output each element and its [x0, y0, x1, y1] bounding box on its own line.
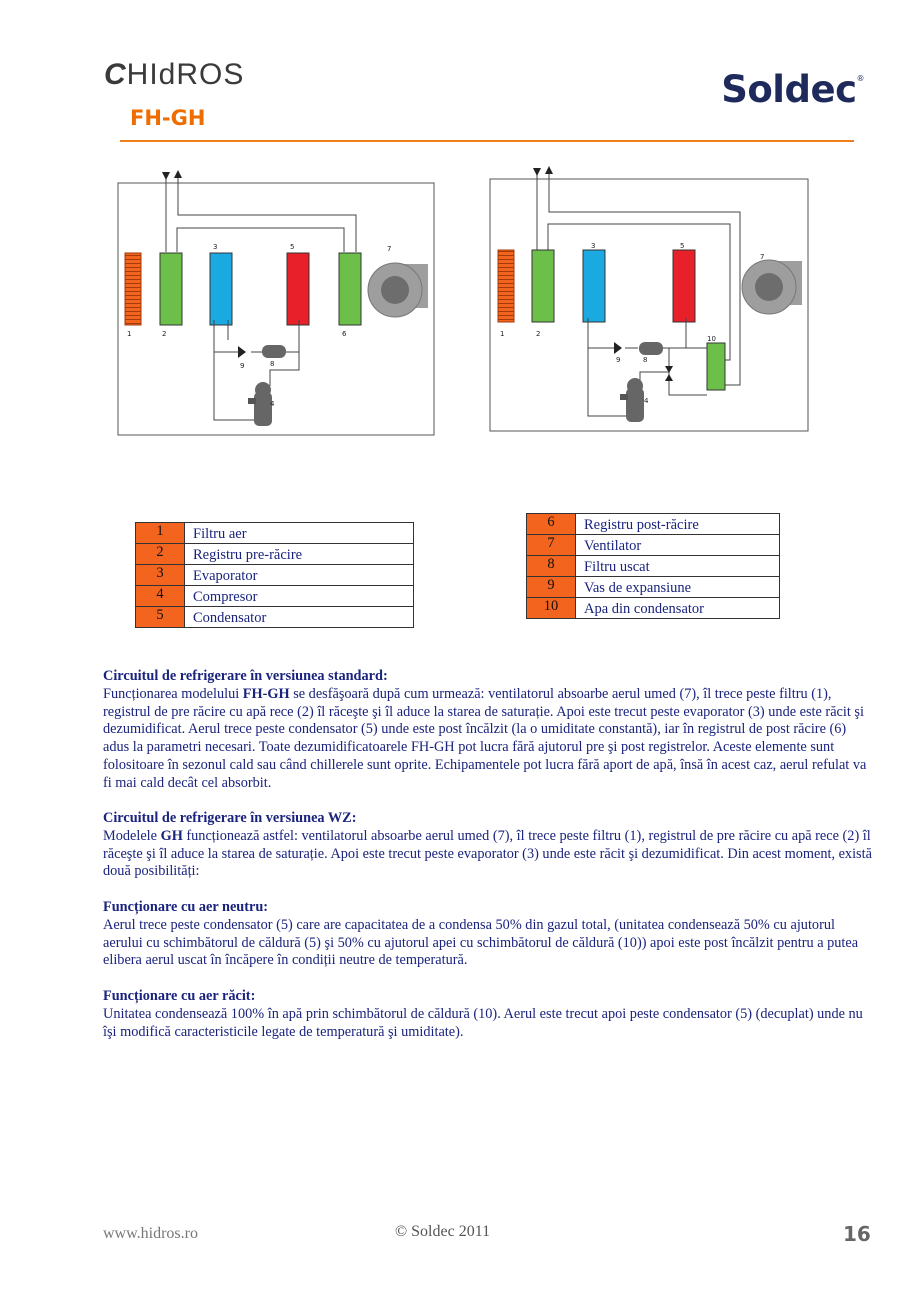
legend-number: 8: [527, 556, 576, 577]
condenser-coil: [287, 253, 309, 325]
precool-coil: [160, 253, 182, 325]
legend-row: [527, 598, 780, 619]
dryer-filter-icon: [262, 345, 286, 358]
legend-label: Compresor: [185, 586, 414, 607]
compressor-icon: [248, 382, 272, 426]
legend-number: 10: [527, 598, 576, 619]
svg-text:1: 1: [500, 330, 505, 338]
legend-label: Vas de expansiune: [576, 577, 780, 598]
svg-text:6: 6: [342, 330, 347, 338]
legend-row: [136, 586, 414, 607]
valve-icon: [614, 342, 622, 354]
valve-icon: [238, 346, 246, 358]
legend-number: 5: [136, 607, 185, 628]
legend-table-right: [526, 513, 780, 619]
soldec-logo: Soldec®: [721, 68, 864, 111]
legend-label: Registru post-răcire: [576, 514, 780, 535]
svg-text:8: 8: [270, 360, 275, 368]
svg-text:5: 5: [680, 242, 685, 250]
legend-row: [136, 607, 414, 628]
section-heading: Funcționare cu aer neutru:: [103, 899, 269, 915]
legend-number: 3: [136, 565, 185, 586]
dryer-filter-icon: [639, 342, 663, 355]
svg-text:8: 8: [643, 356, 648, 364]
section-wz: [103, 810, 875, 881]
legend-label: Apa din condensator: [576, 598, 780, 619]
fan-icon: [742, 260, 802, 314]
refrigeration-diagrams: [0, 0, 920, 480]
legend-row: [527, 577, 780, 598]
svg-text:5: 5: [290, 243, 295, 251]
postcool-coil: [339, 253, 361, 325]
svg-text:2: 2: [162, 330, 167, 338]
svg-text:3: 3: [213, 243, 218, 251]
section-cooled-air: [103, 988, 875, 1041]
evaporator-coil: [583, 250, 605, 322]
hidros-logo-text: HIdROS: [126, 58, 245, 91]
legend-row: [136, 544, 414, 565]
model-title: FH-GH: [130, 106, 206, 130]
legend-row: [527, 535, 780, 556]
svg-text:7: 7: [760, 253, 765, 261]
svg-text:1: 1: [127, 330, 132, 338]
legend-label: Condensator: [185, 607, 414, 628]
filter-coil: [125, 253, 141, 325]
legend-number: 7: [527, 535, 576, 556]
svg-text:7: 7: [387, 245, 392, 253]
diagram-wz: [490, 166, 808, 431]
legend-number: 4: [136, 586, 185, 607]
section-heading: Funcționare cu aer răcit:: [103, 988, 256, 1004]
legend-label: Filtru aer: [185, 523, 414, 544]
legend-label: Registru pre-răcire: [185, 544, 414, 565]
legend-row: [136, 565, 414, 586]
section-heading: Circuitul de refrigerare în versiunea WZ:: [103, 810, 357, 826]
precool-coil: [532, 250, 554, 322]
page-number: 16: [843, 1222, 871, 1246]
section-heading: Circuitul de refrigerare în versiunea standard:: [103, 668, 388, 684]
legend-row: [527, 514, 780, 535]
section-paragraph: Unitatea condensează 100% în apă prin schimbătorul de căldură (10). Aerul este trecut apoi peste condensator (5) (decuplat) unde nu îşi modifică caracteristicile legate de temperatură şi umiditate).: [103, 1005, 863, 1040]
legend-label: Evaporator: [185, 565, 414, 586]
svg-text:2: 2: [536, 330, 541, 338]
section-paragraph: Funcționarea modelului FH-GH se desfăşoară după cum urmează: ventilatorul absoarbe aerul umed (7), îl trece peste filtru (1), registrul de pre răcire cu apă rece (2) îl răceşte şi îl aduce la starea de saturație. Apoi este trecut peste evaporator (3) unde este răcit şi dezumidificat. Aerul trece peste condensator (5) unde este post încălzit (la o umiditate constantă), iar în registrul de post răcire (6) adus la parametri necesari. Toate dezumidificatoarele FH-GH pot lucra fără ajutorul pre şi post registrelor. Aceste elemente sunt folositoare în sezonul cald sau când chillerele sunt oprite. Echipamentele pot lucra fără aport de apă, însă în acest caz, aerul refulat va fi mai cald decât cel absorbit.: [103, 685, 867, 791]
section-paragraph: Modelele GH funcționează astfel: ventilatorul absoarbe aerul umed (7), îl trece peste filtru (1), registrul de pre răcire cu apă rece (2) îl răceşte şi îl aduce la starea de saturație. Apoi este trecut peste evaporator (3) unde este răcit şi dezumidificat. Din acest moment, există două posibilități:: [103, 827, 872, 880]
legend-number: 6: [527, 514, 576, 535]
footer-copyright: © Soldec 2011: [395, 1223, 491, 1240]
hidros-logo: CHIdROS: [104, 58, 245, 91]
section-paragraph: Aerul trece peste condensator (5) care are capacitatea de a condensa 50% din gazul total, (unitatea condensează 50% cu ajutorul aerului cu schimbătorul de căldură (5) şi 50% cu ajutorul apei cu schimbătorul de căldură (10)) apoi este post încălzit pentru a putea elibera aerul uscat în încăpere în condiții neutre de temperatură.: [103, 916, 859, 969]
section-neutral-air: [103, 899, 875, 970]
fan-icon: [368, 263, 428, 317]
svg-text:4: 4: [270, 400, 275, 408]
legend-label: Ventilator: [576, 535, 780, 556]
svg-text:10: 10: [707, 335, 716, 343]
svg-text:9: 9: [616, 356, 621, 364]
legend-row: [527, 556, 780, 577]
legend-table-left: [135, 522, 414, 628]
diagram-standard: [118, 170, 434, 435]
svg-text:4: 4: [644, 397, 649, 405]
compressor-icon: [620, 378, 644, 422]
svg-text:3: 3: [591, 242, 596, 250]
legend-number: 9: [527, 577, 576, 598]
legend-number: 2: [136, 544, 185, 565]
section-standard: [103, 668, 875, 793]
filter-coil: [498, 250, 514, 322]
legend-row: [136, 523, 414, 544]
legend-label: Filtru uscat: [576, 556, 780, 577]
svg-text:9: 9: [240, 362, 245, 370]
legend-number: 1: [136, 523, 185, 544]
evaporator-coil: [210, 253, 232, 325]
water-condenser-coil: [707, 343, 725, 390]
condenser-coil: [673, 250, 695, 322]
footer-url[interactable]: www.hidros.ro: [103, 1225, 198, 1242]
